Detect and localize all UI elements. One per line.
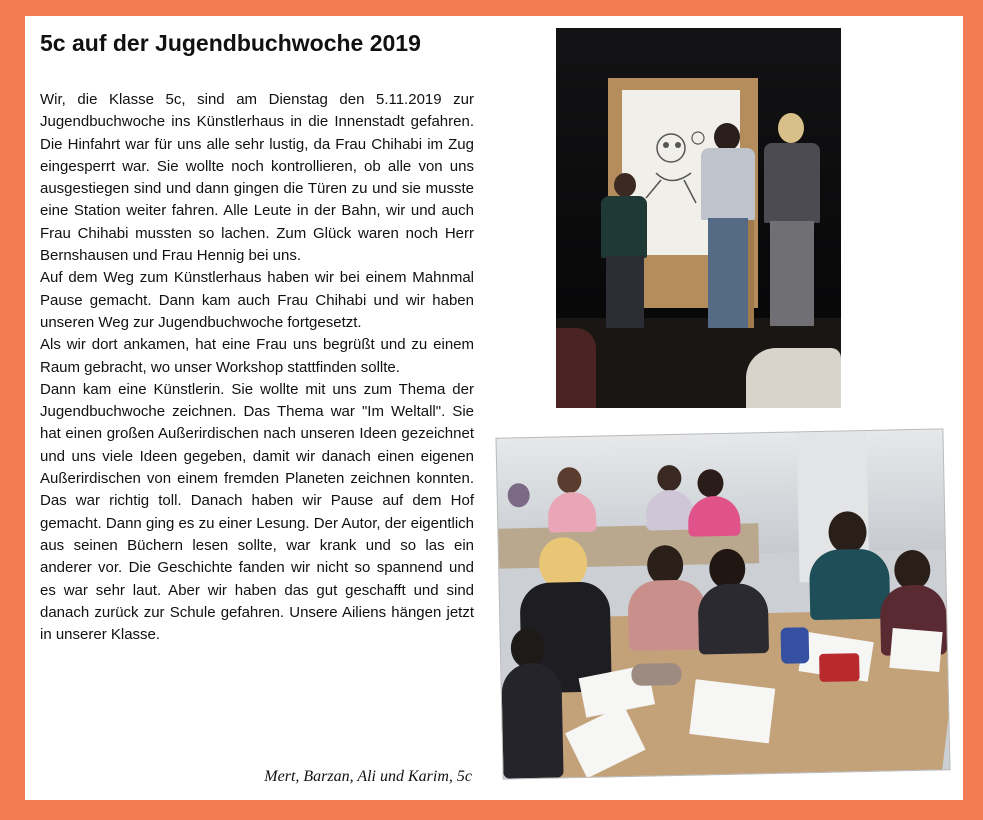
paragraph-4: Dann kam eine Künstlerin. Sie wollte mit uns zum Thema der Jugendbuchwoche zeichnen. Das Thema war "Im Weltall". Sie hat einen großen Außerirdischen nach unseren Ideen gezeichnet und uns viele Ideen gegeben, damit wir danach einen eigenen Außerirdischen von einem fremden Planeten zeichnen konnten. Das war richtig toll. Danach haben wir Pause auf dem Hof gemacht. Dann ging es zu einer Lesung. Der Autor, der eigentlich aus seinen Büchern lesen sollte, war krank und so las ein anderer vor. Die Geschichte fanden wir nicht so spannend und es war sehr laut. Aber wir haben das gut geschafft und sind danach zurück zur Schule gefahren. Unsere Ailiens hängen jetzt in unserer Klasse. [40,380,474,644]
article-signature: Mert, Barzan, Ali und Karim, 5c [264,768,472,785]
pencil-case [781,627,810,664]
student-body [698,583,769,654]
person-head [614,173,636,197]
person-head [778,113,804,143]
article-title: 5c auf der Jugendbuchwoche 2019 [40,30,421,56]
stage-drawing-photo [556,28,841,408]
person-body [701,148,755,220]
person-body [764,143,820,223]
paragraph-3: Als wir dort ankamen, hat eine Frau uns begrüßt und zu einem Raum gebracht, wo unser Workshop stattfinden sollte. [40,336,474,376]
drawing-sheet [889,628,942,672]
student-body [627,579,706,651]
person-head [714,123,740,151]
person-legs [770,221,814,326]
drawing-sheet [689,679,775,743]
article-page [25,16,963,800]
audience-seat [556,328,596,408]
pencil-case [631,663,681,686]
student-body [809,549,890,621]
person-legs [708,218,748,328]
article-body [40,89,474,646]
paragraph-1: Wir, die Klasse 5c, sind am Dienstag den 5.11.2019 zur Jugendbuchwoche ins Künstlerhaus in die Innenstadt gefahren. Die Hinfahrt war für uns alle sehr lustig, da Frau Chihabi im Zug eingesperrt war. Sie wollte noch kontrollieren, ob alle von uns ausgestiegen sind und dann gingen die Türen zu und sie musste eine Station weiter fahren. Alle Leute in der Bahn, wir und auch Frau Chihabi mussten so lachen. Zum Glück waren noch Herr Bernshausen und Frau Hennig bei uns. [40,91,474,265]
audience-chair [746,348,841,408]
classroom-workshop-photo [496,429,949,778]
paragraph-2: Auf dem Weg zum Künstlerhaus haben wir bei einem Mahnmal Pause gemacht. Dann kam auch Frau Chihabi und wir haben unseren Weg zur Jugendbuchwoche fortgesetzt. [40,269,474,331]
marker-box [819,653,860,682]
student-body [501,662,563,778]
person-legs [606,256,644,328]
person-body [601,196,647,258]
